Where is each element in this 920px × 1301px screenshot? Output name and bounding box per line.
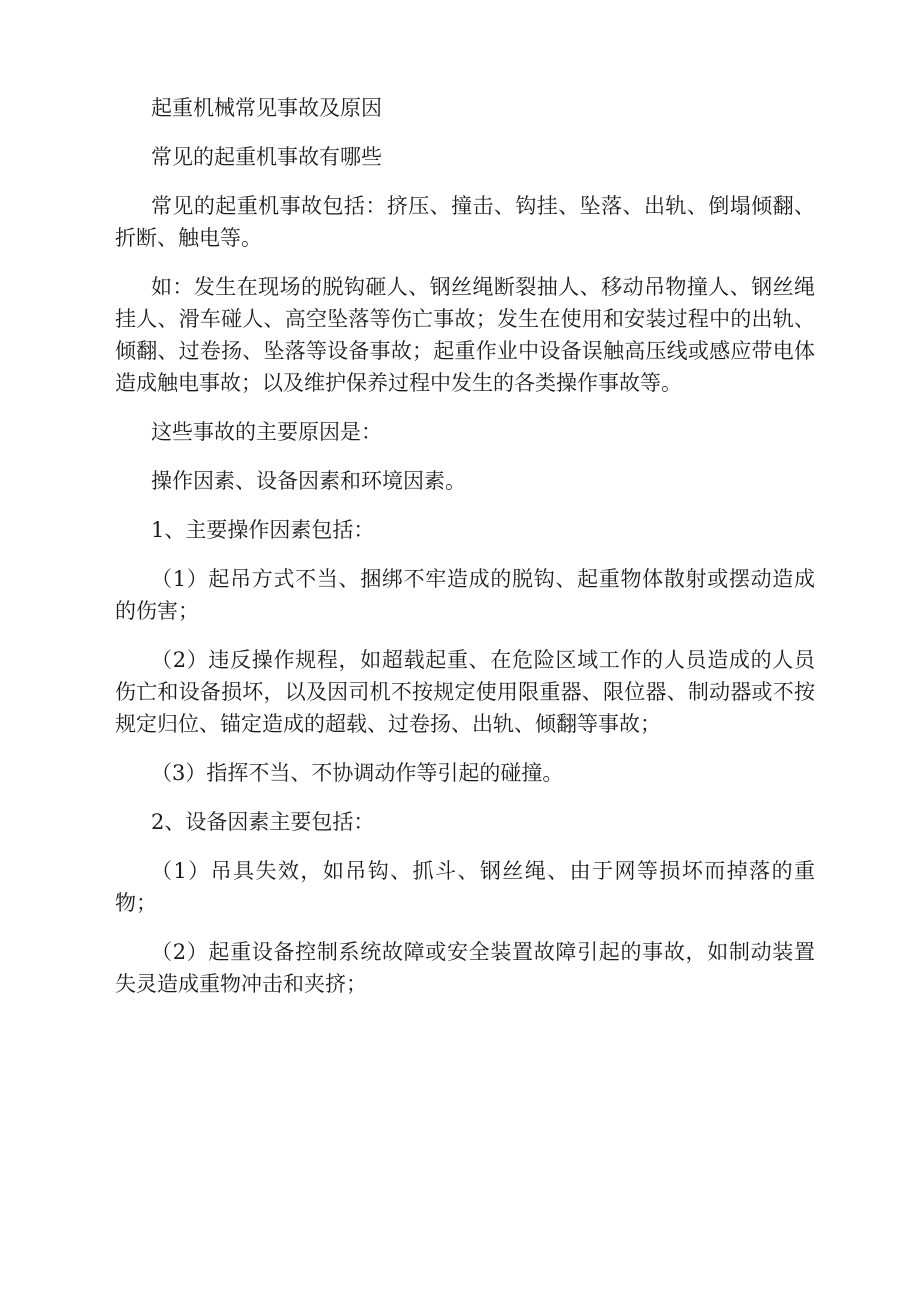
paragraph-causes-intro: 这些事故的主要原因是： <box>151 420 382 444</box>
paragraph-causes-list: 操作因素、设备因素和环境因素。 <box>151 469 466 493</box>
heading-operation-factors: 1、主要操作因素包括： <box>151 518 375 542</box>
list-item-operation-3: （3）指挥不当、不协调动作等引起的碰撞。 <box>151 761 564 785</box>
list-item-operation-2: （2）违反操作规程，如超载起重、在危险区域工作的人员造成的人员伤亡和设备损坏，以及因司机不按规定使用限重器、限位器、制动器或不按规定归位、锚定造成的超载、过卷扬、出轨、倾翻等事故； <box>115 648 815 736</box>
document-title: 起重机械常见事故及原因 <box>151 96 382 120</box>
list-item-equipment-1: （1）吊具失效，如吊钩、抓斗、钢丝绳、由于网等损坏而掉落的重物； <box>115 859 815 915</box>
section-heading: 常见的起重机事故有哪些 <box>151 145 382 169</box>
list-item-operation-1: （1）起吊方式不当、捆绑不牢造成的脱钩、起重物体散射或摆动造成的伤害； <box>115 567 815 623</box>
heading-equipment-factors: 2、设备因素主要包括： <box>151 810 375 834</box>
list-item-equipment-2: （2）起重设备控制系统故障或安全装置故障引起的事故，如制动装置失灵造成重物冲击和夹挤； <box>115 940 815 996</box>
paragraph-examples: 如：发生在现场的脱钩砸人、钢丝绳断裂抽人、移动吊物撞人、钢丝绳挂人、滑车碰人、高空坠落等伤亡事故；发生在使用和安装过程中的出轨、倾翻、过卷扬、坠落等设备事故；起重作业中设备误触高压线或感应带电体造成触电事故；以及维护保养过程中发生的各类操作事故等。 <box>115 275 815 395</box>
document-body <box>115 92 815 1017</box>
paragraph-accident-types: 常见的起重机事故包括：挤压、撞击、钩挂、坠落、出轨、倒塌倾翻、折断、触电等。 <box>115 194 815 250</box>
